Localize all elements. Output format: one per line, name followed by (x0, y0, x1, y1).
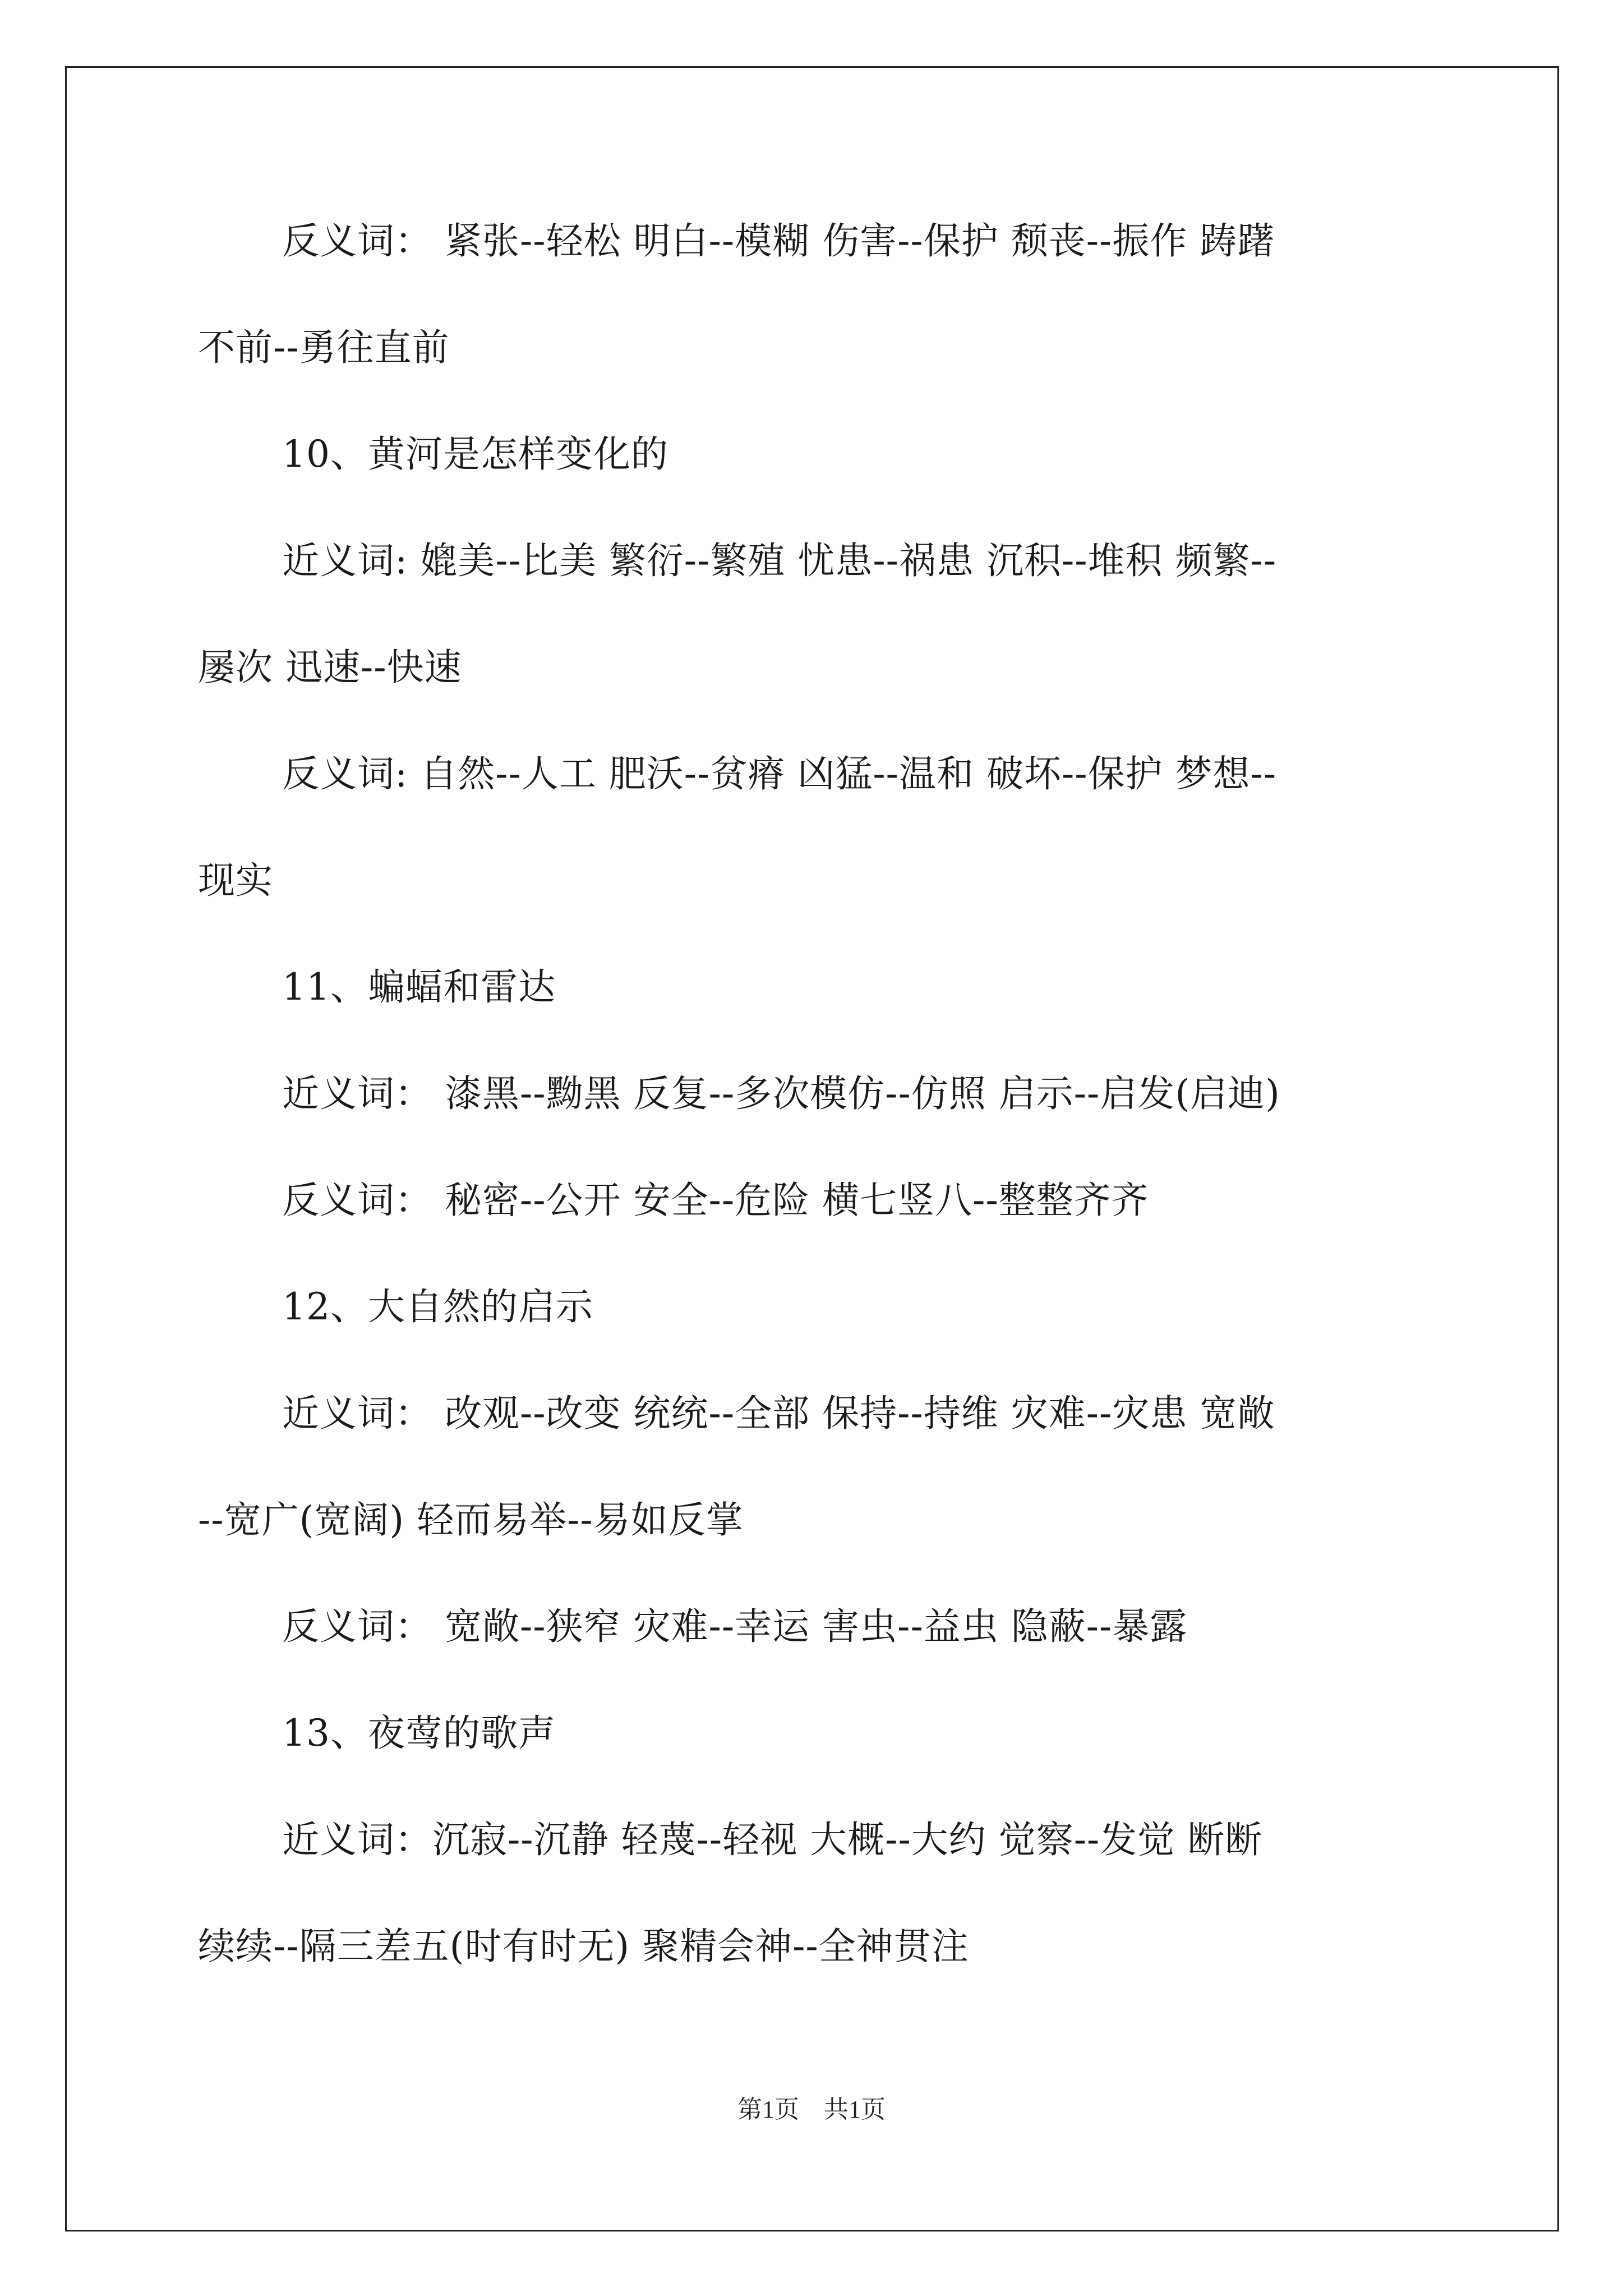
antonym-line-9: 反义词： 紧张--轻松 明白--模糊 伤害--保护 颓丧--振作 踌躇 (282, 219, 1275, 263)
page-number-footer: 第1页 共1页 (737, 2096, 886, 2123)
synonym-line-10-cont: 屡次 迅速--快速 (198, 646, 462, 689)
synonym-line-12: 近义词： 改观--改变 统统--全部 保持--持维 灾难--灾患 宽敞 (282, 1392, 1275, 1435)
synonym-line-13: 近义词：沉寂--沉静 轻蔑--轻视 大概--大约 觉察--发觉 断断 (282, 1818, 1263, 1861)
antonym-line-9-cont: 不前--勇往直前 (198, 326, 450, 369)
synonym-line-11: 近义词： 漆黑--黝黑 反复--多次模仿--仿照 启示--启发(启迪) (282, 1072, 1280, 1115)
lesson-heading-10: 10、黄河是怎样变化的 (282, 432, 668, 476)
antonym-line-11: 反义词： 秘密--公开 安全--危险 横七竖八--整整齐齐 (282, 1179, 1149, 1222)
antonym-line-12: 反义词： 宽敞--狭窄 灾难--幸运 害虫--益虫 隐蔽--暴露 (282, 1605, 1188, 1648)
lesson-heading-12: 12、大自然的启示 (282, 1285, 593, 1328)
synonym-line-10: 近义词: 媲美--比美 繁衍--繁殖 忧患--祸患 沉积--堆积 频繁-- (282, 539, 1277, 582)
antonym-line-10-cont: 现实 (198, 859, 273, 902)
lesson-heading-11: 11、蝙蝠和雷达 (282, 965, 556, 1009)
lesson-heading-13: 13、夜莺的歌声 (282, 1711, 556, 1755)
page-border (65, 66, 1559, 2231)
synonym-line-12-cont: --宽广(宽阔) 轻而易举--易如反掌 (198, 1498, 744, 1542)
antonym-line-10: 反义词: 自然--人工 肥沃--贫瘠 凶猛--温和 破坏--保护 梦想-- (282, 752, 1277, 795)
synonym-line-13-cont: 续续--隔三差五(时有时无) 聚精会神--全神贯注 (198, 1925, 969, 1968)
